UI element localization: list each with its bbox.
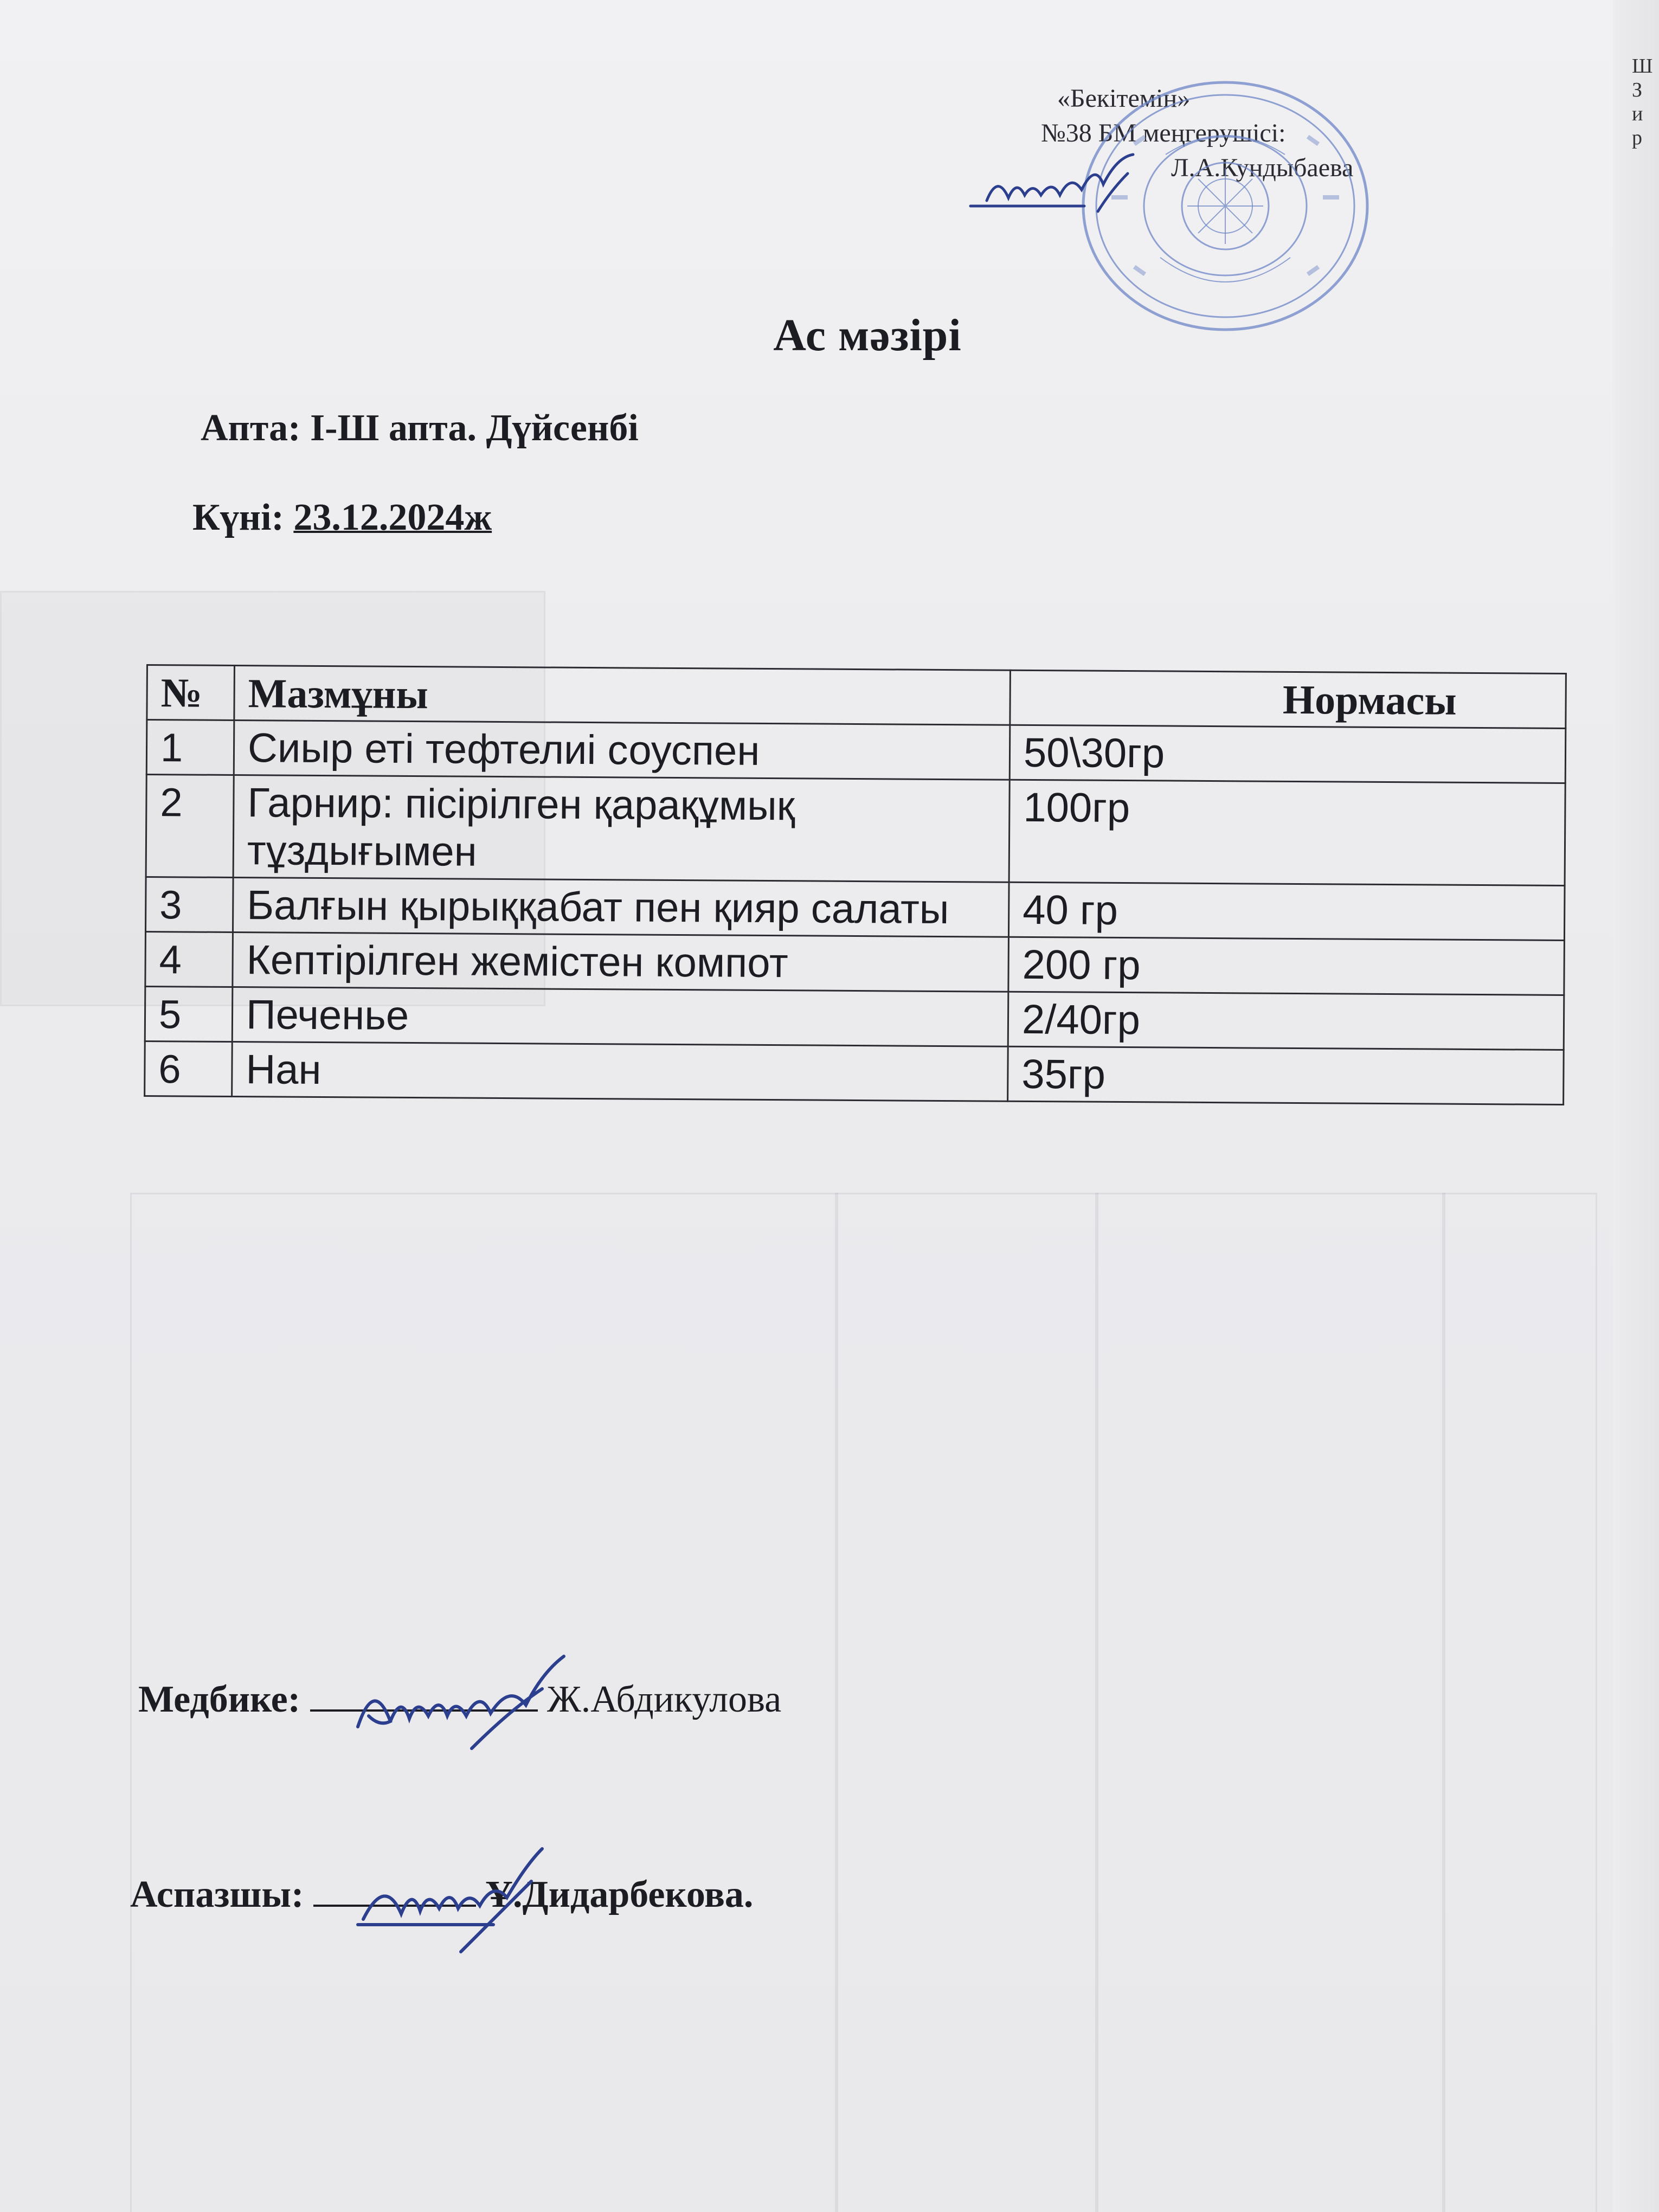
date-label: Күні: — [192, 497, 284, 538]
row-number: 6 — [145, 1041, 233, 1096]
table-row — [145, 1041, 1564, 1104]
back-sheet-text: Ш З и р — [1632, 55, 1653, 149]
approval-heading: «Бекітемін» — [1057, 84, 1191, 113]
approval-name: Л.А.Кундыбаева — [1171, 153, 1354, 182]
week-value: І-Ш апта. Дүйсенбі — [310, 407, 639, 449]
row-item: Кептірілген жемістен компот — [233, 932, 1009, 992]
approval-position: №38 БМ меңгерушісі: — [1041, 119, 1286, 147]
head-signature-icon — [965, 152, 1171, 228]
table-row — [145, 986, 1564, 1050]
table-row — [146, 720, 1566, 783]
nurse-name: Ж.Абдикулова — [547, 1679, 782, 1720]
table-row — [145, 932, 1565, 995]
header-number: № — [147, 665, 235, 721]
nurse-label: Медбике: — [138, 1679, 301, 1720]
row-norm: 40 гр — [1008, 882, 1565, 940]
row-item: Балғын қырыққабат пен қияр салаты — [233, 877, 1009, 937]
row-item: Печенье — [232, 987, 1008, 1046]
week-line — [201, 407, 639, 450]
page-title: Ас мәзірі — [773, 310, 962, 361]
row-number: 1 — [146, 720, 234, 775]
table-row — [145, 877, 1565, 941]
table-row — [146, 775, 1565, 886]
date-value: 23.12.2024ж — [293, 497, 492, 538]
row-number: 4 — [145, 932, 233, 987]
nurse-signature-icon — [347, 1645, 602, 1759]
cook-label: Аспазшы: — [130, 1874, 304, 1915]
header-norm: Нормасы — [1010, 670, 1566, 728]
show-through-line — [1095, 1193, 1098, 2212]
row-number: 2 — [146, 775, 234, 878]
cook-signature-icon — [352, 1832, 569, 1957]
table-header-row — [147, 665, 1566, 729]
row-norm: 2/40гр — [1008, 992, 1564, 1050]
row-item: Сиыр еті тефтелиі соуспен — [234, 720, 1010, 780]
row-norm: 50\30гр — [1009, 725, 1566, 783]
row-number: 3 — [145, 877, 233, 933]
row-item: Гарнир: пісірілген қарақұмық тұздығымен — [233, 775, 1009, 882]
header-content: Мазмұны — [234, 665, 1011, 725]
row-norm: 200 гр — [1008, 937, 1565, 995]
menu-table — [144, 664, 1567, 1105]
row-item: Нан — [232, 1041, 1008, 1101]
show-through-line — [835, 1193, 838, 2212]
show-through-line — [1442, 1193, 1445, 2212]
row-norm: 35гр — [1008, 1046, 1564, 1104]
date-line — [192, 496, 492, 539]
cook-name: Ұ.Дидарбекова. — [485, 1874, 754, 1915]
row-number: 5 — [145, 986, 233, 1041]
week-label: Апта: — [201, 407, 301, 449]
row-norm: 100гр — [1009, 780, 1565, 885]
